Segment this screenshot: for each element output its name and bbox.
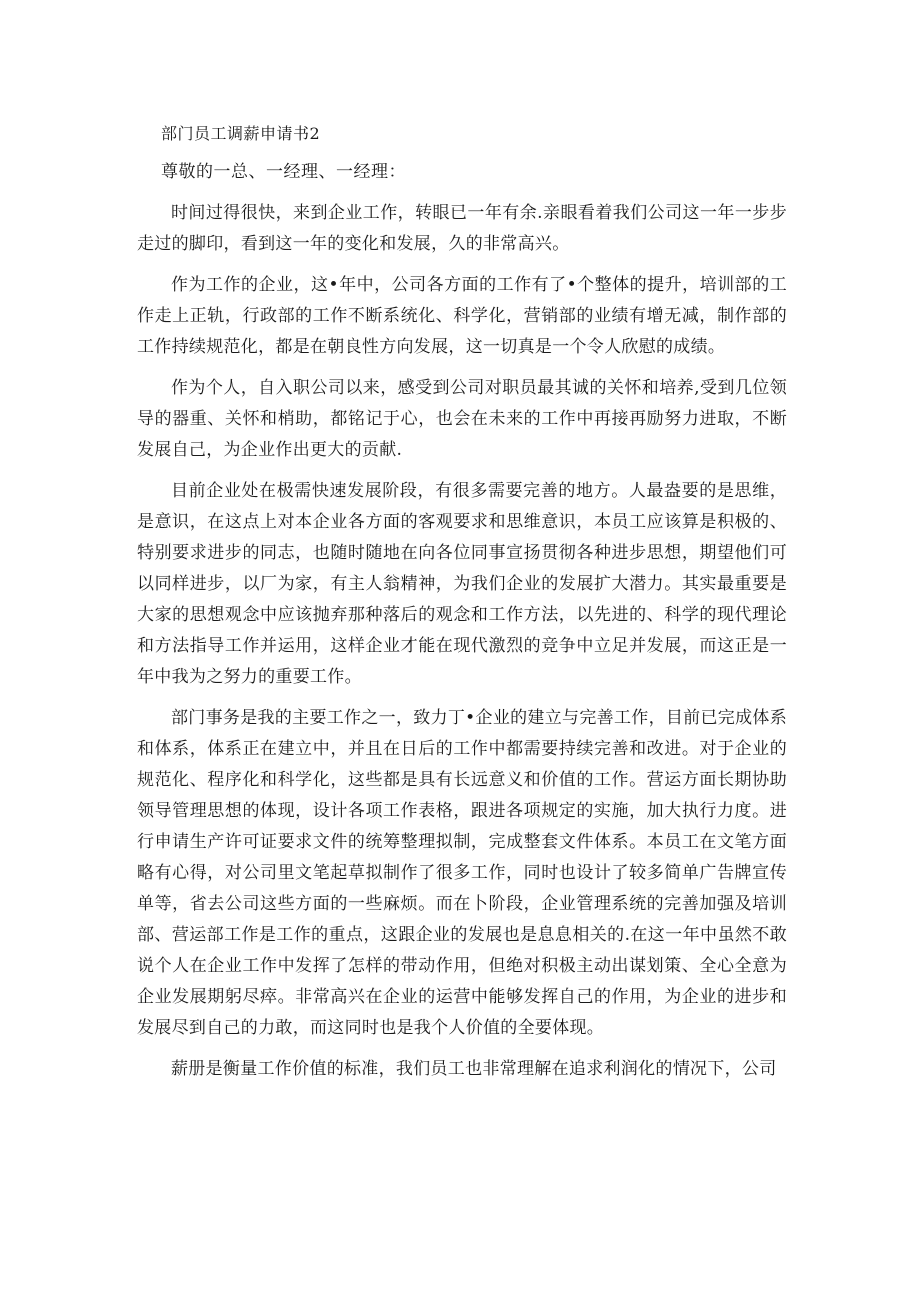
document-body [137, 120, 787, 1095]
salutation: 尊敬的一总、一经理、一经理： [161, 162, 406, 182]
paragraph: 作为个人，自入职公司以来，感受到公司对职员最其诚的关怀和培养,受到几位领导的器重、关怀和梢助，都铭记于心，也会在未来的工作中再接再励努力进取，不断发展自己，为企业作出更大的贡献. [137, 378, 787, 460]
document-title: 部门员工调薪申请书2 [161, 124, 321, 143]
paragraph: 部门事务是我的主要工作之一，致力丁•企业的建立与完善工作，目前已完成体系和体系，体系正在建立中，并且在日后的工作中都需要持续完善和改进。对于企业的规范化、程序化和科学化，这些都是具有长远意义和价值的工作。营运方面长期协助领导管理思想的体现，设计各项工作表格，跟进各项规定的实施，加大执行力度。进行申请生产许可证要求文件的统筹整理拟制，完成整套文件体系。本员工在文笔方面略有心得，对公司里文笔起草拟制作了很多工作，同时也设计了较多简单广告牌宣传单等，省去公司这些方面的一些麻烦。而在卜阶段，企业管理系统的完善加强及培训部、营运部工作是工作的重点，这跟企业的发展也是息息相关的.在这一年中虽然不敢说个人在企业工作中发挥了怎样的带动作用，但绝对积极主动出谋划策、全心全意为企业发展期躬尽瘁。非常高兴在企业的运营中能够发挥自己的作用，为企业的进步和发展尽到自己的力敢，而这同时也是我个人价值的全要体现。 [137, 708, 787, 1038]
paragraph: 时间过得很快，来到企业工作，转眼已一年有余.亲眼看着我们公司这一年一步步走过的脚印，看到这一年的变化和发展，久的非常高兴。 [137, 203, 787, 254]
paragraph: 作为工作的企业，这•年中，公司各方面的工作有了•个整体的提升，培训部的工作走上正轨，行政部的工作不断系统化、科学化，营销部的业绩有增无减，制作部的工作持续规范化，都是在朝良性方向发展，这一切真是一个令人欣慰的成绩。 [137, 275, 787, 357]
paragraph: 目前企业处在极需快速发展阶段，有很多需要完善的地方。人最盎要的是思维，是意识，在这点上对本企业各方面的客观要求和思维意识，本员工应该算是积极的、特别要求进步的同志，也随时随地在向各位同事宣扬贯彻各种进步思想，期望他们可以同样进步，以厂为家，有主人翁精神，为我们企业的发展扩大潜力。其实最重要是大家的思想观念中应该抛弃那种落后的观念和工作方法，以先进的、科学的现代理论和方法指导工作并运用，这样企业才能在现代激烈的竞争中立足并发展，而这正是一年中我为之努力的重要工作。 [137, 481, 787, 687]
paragraph: 薪册是衡量工作价值的标准，我们员工也非常理解在追求利润化的情况下，公司 [171, 1059, 777, 1079]
